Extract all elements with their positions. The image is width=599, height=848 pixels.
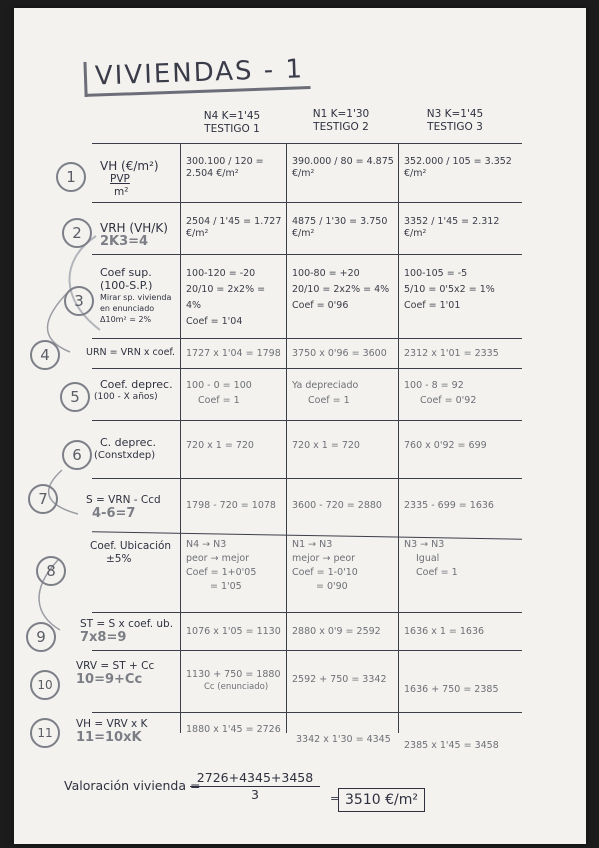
cell-r1-c1: 300.100 / 120 = 2.504 €/m²: [186, 156, 264, 179]
cell-line: 100-120 = -20: [186, 268, 256, 279]
cell-line: Coef = 1'01: [404, 300, 461, 311]
cell-r11-c3: 2385 x 1'45 = 3458: [404, 740, 499, 751]
row-label-line: S = VRN - Ccd: [86, 494, 161, 506]
column-header-1-line2: TESTIGO 1: [204, 123, 260, 135]
cell-r5-c2: [292, 378, 394, 408]
cell-line: Ya depreciado: [292, 380, 359, 391]
cell-line: = 0'90: [316, 581, 348, 592]
cell-r7-c3: 2335 - 699 = 1636: [404, 500, 494, 511]
row-label-line: URN = VRN x coef.: [86, 347, 176, 358]
cell-r9-c1: 1076 x 1'05 = 1130: [186, 626, 281, 637]
row-label-4: [86, 346, 180, 359]
row-number-11: 11: [30, 718, 60, 748]
valuation-numerator: 2726+4345+3458: [190, 770, 320, 787]
cell-r9-c2: 2880 x 0'9 = 2592: [292, 626, 381, 637]
row-label-line: Coef sup.: [100, 266, 152, 279]
row-label-10: [76, 660, 180, 686]
column-header-3-line1: N3 K=1'45: [426, 108, 484, 120]
row-label-line: ST = S x coef. ub.: [80, 618, 174, 630]
cell-r7-c2: 3600 - 720 = 2880: [292, 500, 382, 511]
row-label-line: Δ10m² = 2%: [100, 315, 152, 324]
cell-r10-c1: [186, 668, 282, 694]
cell-r8-c3: [404, 538, 516, 580]
row-label-line: VH = VRV x K: [76, 718, 148, 730]
cell-line: mejor → peor: [292, 553, 356, 564]
row-note: 2K3=4: [100, 234, 149, 249]
cell-r11-c1: 1880 x 1'45 = 2726: [186, 724, 281, 735]
valuation-denominator: 3: [251, 787, 259, 802]
valuation-fraction: [190, 770, 320, 802]
cell-line: Coef = 0'96: [292, 300, 349, 311]
row-number-4: 4: [30, 340, 60, 370]
row-number-8: 8: [36, 556, 66, 586]
row-label-line: ±5%: [106, 553, 132, 565]
cell-r2-c1: 2504 / 1'45 = 1.727 €/m²: [186, 216, 282, 239]
cell-line: Coef = 1: [416, 567, 458, 578]
row-label-line: Mirar sp. vivienda en enunciado: [100, 293, 172, 313]
row-label-line: C. deprec.: [100, 436, 156, 449]
cell-r2-c2: 4875 / 1'30 = 3.750 €/m²: [292, 216, 388, 239]
row-label-line: VRV = ST + Cc: [76, 660, 155, 672]
column-header-1-line1: N4 K=1'45: [203, 110, 261, 122]
cell-r3-c1: [186, 266, 282, 330]
cell-line: 5/10 = 0'5x2 = 1%: [404, 284, 495, 295]
row-label-line: VH (€/m²): [100, 159, 159, 173]
cell-line: N3 → N3: [404, 539, 445, 550]
row-label-line: (100-S.P.): [100, 279, 153, 292]
cell-line: 100 - 0 = 100: [186, 380, 252, 391]
row-label-line: (Constxdep): [94, 450, 156, 461]
cell-line: Coef = 1: [198, 395, 240, 406]
row-note: 4-6=7: [92, 506, 136, 521]
cell-r9-c3: 1636 x 1 = 1636: [404, 626, 485, 637]
row-label-5: [94, 378, 180, 404]
cell-r1-c2: 390.000 / 80 = 4.875 €/m²: [292, 156, 394, 179]
cell-line: Coef = 1+0'05: [186, 567, 257, 578]
row-label-line: Coef. deprec.: [100, 378, 173, 391]
row-label-line: (100 - X años): [94, 392, 158, 402]
cell-line: Igual: [416, 553, 440, 564]
cell-r10-c3: 1636 + 750 = 2385: [404, 684, 499, 695]
cell-r7-c1: 1798 - 720 = 1078: [186, 500, 276, 511]
row-note: 11=10xK: [76, 730, 142, 745]
cell-line: Coef = 1'04: [186, 316, 243, 327]
cell-r6-c1: 720 x 1 = 720: [186, 440, 254, 451]
cell-r8-c1: [186, 538, 282, 594]
row-label-9: [80, 618, 180, 644]
cell-line: Cc (enunciado): [204, 682, 269, 692]
cell-r8-c2: [292, 538, 394, 594]
column-header-3-line2: TESTIGO 3: [427, 121, 483, 133]
row-label-3: [100, 266, 180, 325]
cell-r3-c2: [292, 266, 394, 314]
row-note: 10=9+Cc: [76, 672, 143, 687]
cell-r4-c2: 3750 x 0'96 = 3600: [292, 348, 387, 359]
column-header-2-line1: N1 K=1'30: [312, 108, 370, 120]
valuation-label: Valoración vivienda =: [64, 778, 201, 793]
cell-r2-c3: 3352 / 1'45 = 2.312 €/m²: [404, 216, 500, 239]
cell-line: 20/10 = 2x2% = 4%: [186, 284, 266, 311]
row-number-1: 1: [56, 162, 86, 192]
cell-r4-c3: 2312 x 1'01 = 2335: [404, 348, 499, 359]
cell-r5-c3: [404, 378, 516, 408]
valuation-result: 3510 €/m²: [338, 788, 425, 812]
row-label-line: m²: [114, 186, 129, 198]
cell-r10-c2: 2592 + 750 = 3342: [292, 674, 387, 685]
row-number-7: 7: [28, 484, 58, 514]
row-number-9: 9: [26, 622, 56, 652]
row-label-2: [100, 222, 178, 248]
cell-line: 100-105 = -5: [404, 268, 468, 279]
row-number-3: 3: [64, 286, 94, 316]
cell-line: 100 - 8 = 92: [404, 380, 464, 391]
cell-r6-c3: 760 x 0'92 = 699: [404, 440, 487, 451]
column-header-2-line2: TESTIGO 2: [313, 121, 369, 133]
cell-r5-c1: [186, 378, 282, 408]
row-label-7: [86, 494, 180, 520]
row-number-10: 10: [30, 670, 60, 700]
row-number-2: 2: [62, 218, 92, 248]
row-label-11: [76, 718, 180, 744]
cell-r6-c2: 720 x 1 = 720: [292, 440, 360, 451]
row-label-1: [100, 160, 178, 199]
cell-line: N4 → N3: [186, 539, 227, 550]
cell-r3-c3: [404, 266, 516, 314]
cell-line: N1 → N3: [292, 539, 333, 550]
row-label-line: VRH (VH/K): [100, 221, 168, 235]
cell-r11-c2: 3342 x 1'30 = 4345: [296, 734, 391, 745]
cell-line: Coef = 1: [308, 395, 350, 406]
row-number-5: 5: [60, 382, 90, 412]
cell-r1-c3: 352.000 / 105 = 3.352 €/m²: [404, 156, 512, 179]
row-label-6: [94, 436, 180, 462]
cell-line: 100-80 = +20: [292, 268, 360, 279]
page-title: VIVIENDAS - 1: [83, 54, 310, 97]
row-number-6: 6: [62, 440, 92, 470]
cell-line: = 1'05: [210, 581, 242, 592]
row-label-line: Coef. Ubicación: [90, 540, 172, 552]
cell-line: 20/10 = 2x2% = 4%: [292, 284, 390, 295]
cell-line: peor → mejor: [186, 553, 250, 564]
row-note: 7x8=9: [80, 630, 127, 645]
cell-line: Coef = 1-0'10: [292, 567, 358, 578]
cell-r4-c1: 1727 x 1'04 = 1798: [186, 348, 281, 359]
cell-line: Coef = 0'92: [420, 395, 477, 406]
valuation-equals: =: [330, 792, 340, 805]
row-label-line: PVP: [110, 173, 130, 185]
row-label-8: [90, 540, 178, 566]
cell-line: 1130 + 750 = 1880: [186, 669, 281, 680]
